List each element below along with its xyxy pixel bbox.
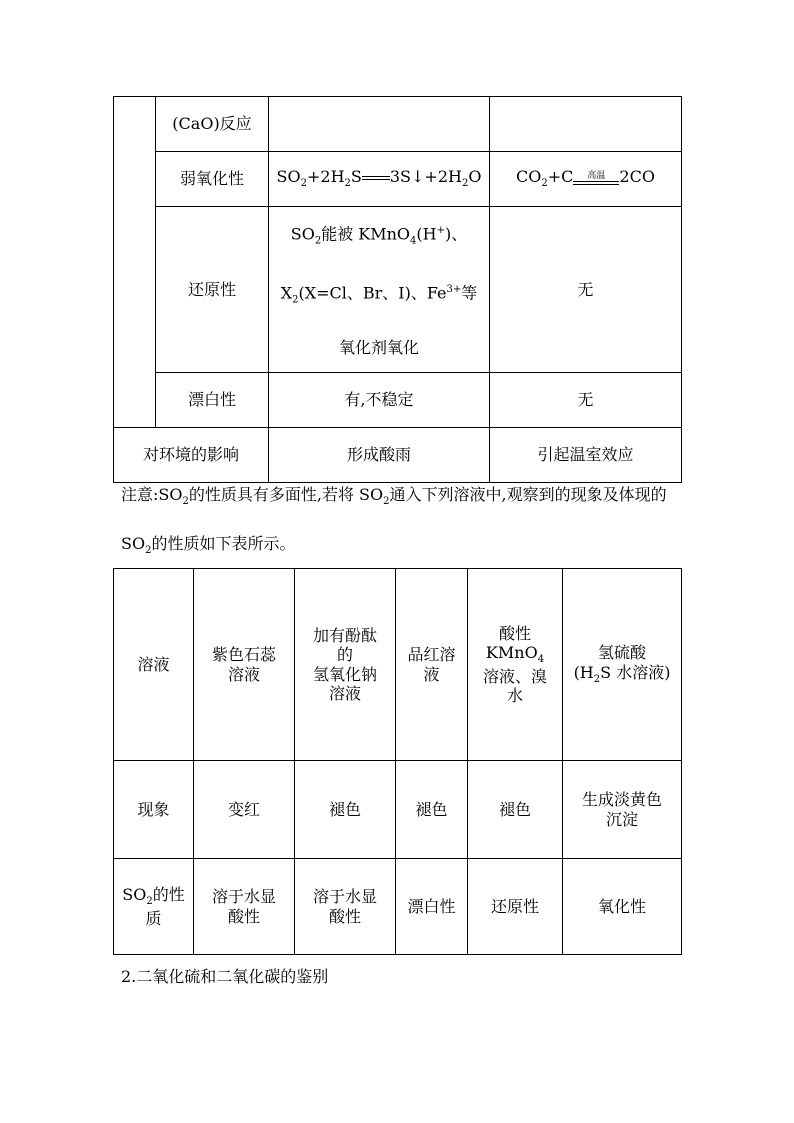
merged-category-cell xyxy=(114,97,156,152)
table-row xyxy=(114,97,682,152)
equals-sign xyxy=(362,176,390,180)
table-cell: 褪色 xyxy=(295,761,396,859)
header-cell: 氢硫酸 ($H_2S$ 水溶液) xyxy=(563,569,682,761)
row-label: 对环境的影响 xyxy=(114,428,269,483)
merged-category-cell xyxy=(114,152,156,207)
table-cell: 生成淡黄色 沉淀 xyxy=(563,761,682,859)
co2-cell: 无 xyxy=(490,373,682,428)
so2-cell: $SO_2$能被 KMnO$_4$(H+)、 $X_2(X=Cl$、Br、I)、$Fe^{3+}$等 氧化剂氧化 xyxy=(269,207,490,373)
table-cell: 褪色 xyxy=(468,761,563,859)
table-cell: 变红 xyxy=(194,761,295,859)
section-heading: 2.二氧化硫和二氧化碳的鉴别 xyxy=(121,967,329,986)
so2-cell: 有,不稳定 xyxy=(269,373,490,428)
table-cell: 氧化性 xyxy=(563,859,682,955)
table-row xyxy=(114,373,682,428)
reaction-condition: 高温 xyxy=(573,171,619,185)
co2-cell xyxy=(490,97,682,152)
row-label: 弱氧化性 xyxy=(156,152,269,207)
header-cell: 加有酚酞 的 氢氧化钠 溶液 xyxy=(295,569,396,761)
row-label: $SO_2$的性 质 xyxy=(114,859,194,955)
co2-cell: 引起温室效应 xyxy=(490,428,682,483)
header-cell: 品红溶 液 xyxy=(396,569,468,761)
so2-co2-comparison-table xyxy=(113,96,682,483)
row-label: 现象 xyxy=(114,761,194,859)
header-cell: 溶液 xyxy=(114,569,194,761)
so2-cell xyxy=(269,97,490,152)
table-cell: 溶于水显 酸性 xyxy=(194,859,295,955)
header-cell: 紫色石蕊 溶液 xyxy=(194,569,295,761)
note-paragraph: 注意$:SO_2$的性质具有多面性,若将 $SO_2$通入下列溶液中,观察到的现象及体现的 $SO_2$的性质如下表所示。 xyxy=(121,485,667,557)
merged-category-cell xyxy=(114,373,156,428)
so2-cell: $SO_2+2H_2S$ $3S↓+2H_2O$ xyxy=(269,152,490,207)
so2-reaction-table xyxy=(113,568,682,955)
merged-category-cell xyxy=(114,207,156,373)
table-cell: 漂白性 xyxy=(396,859,468,955)
row-label: 还原性 xyxy=(156,207,269,373)
so2-cell: 形成酸雨 xyxy=(269,428,490,483)
header-cell: 酸性 KMnO$_4$ 溶液、溴 水 xyxy=(468,569,563,761)
row-label: 漂白性 xyxy=(156,373,269,428)
table-row xyxy=(114,761,682,859)
table-row xyxy=(114,859,682,955)
table-cell: 还原性 xyxy=(468,859,563,955)
row-label: (CaO)反应 xyxy=(156,97,269,152)
table-row xyxy=(114,152,682,207)
table-cell: 溶于水显 酸性 xyxy=(295,859,396,955)
co2-cell: $CO_2+C$ 高温 2CO xyxy=(490,152,682,207)
table-row xyxy=(114,207,682,373)
co2-cell: 无 xyxy=(490,207,682,373)
table-cell: 褪色 xyxy=(396,761,468,859)
table-row xyxy=(114,569,682,761)
